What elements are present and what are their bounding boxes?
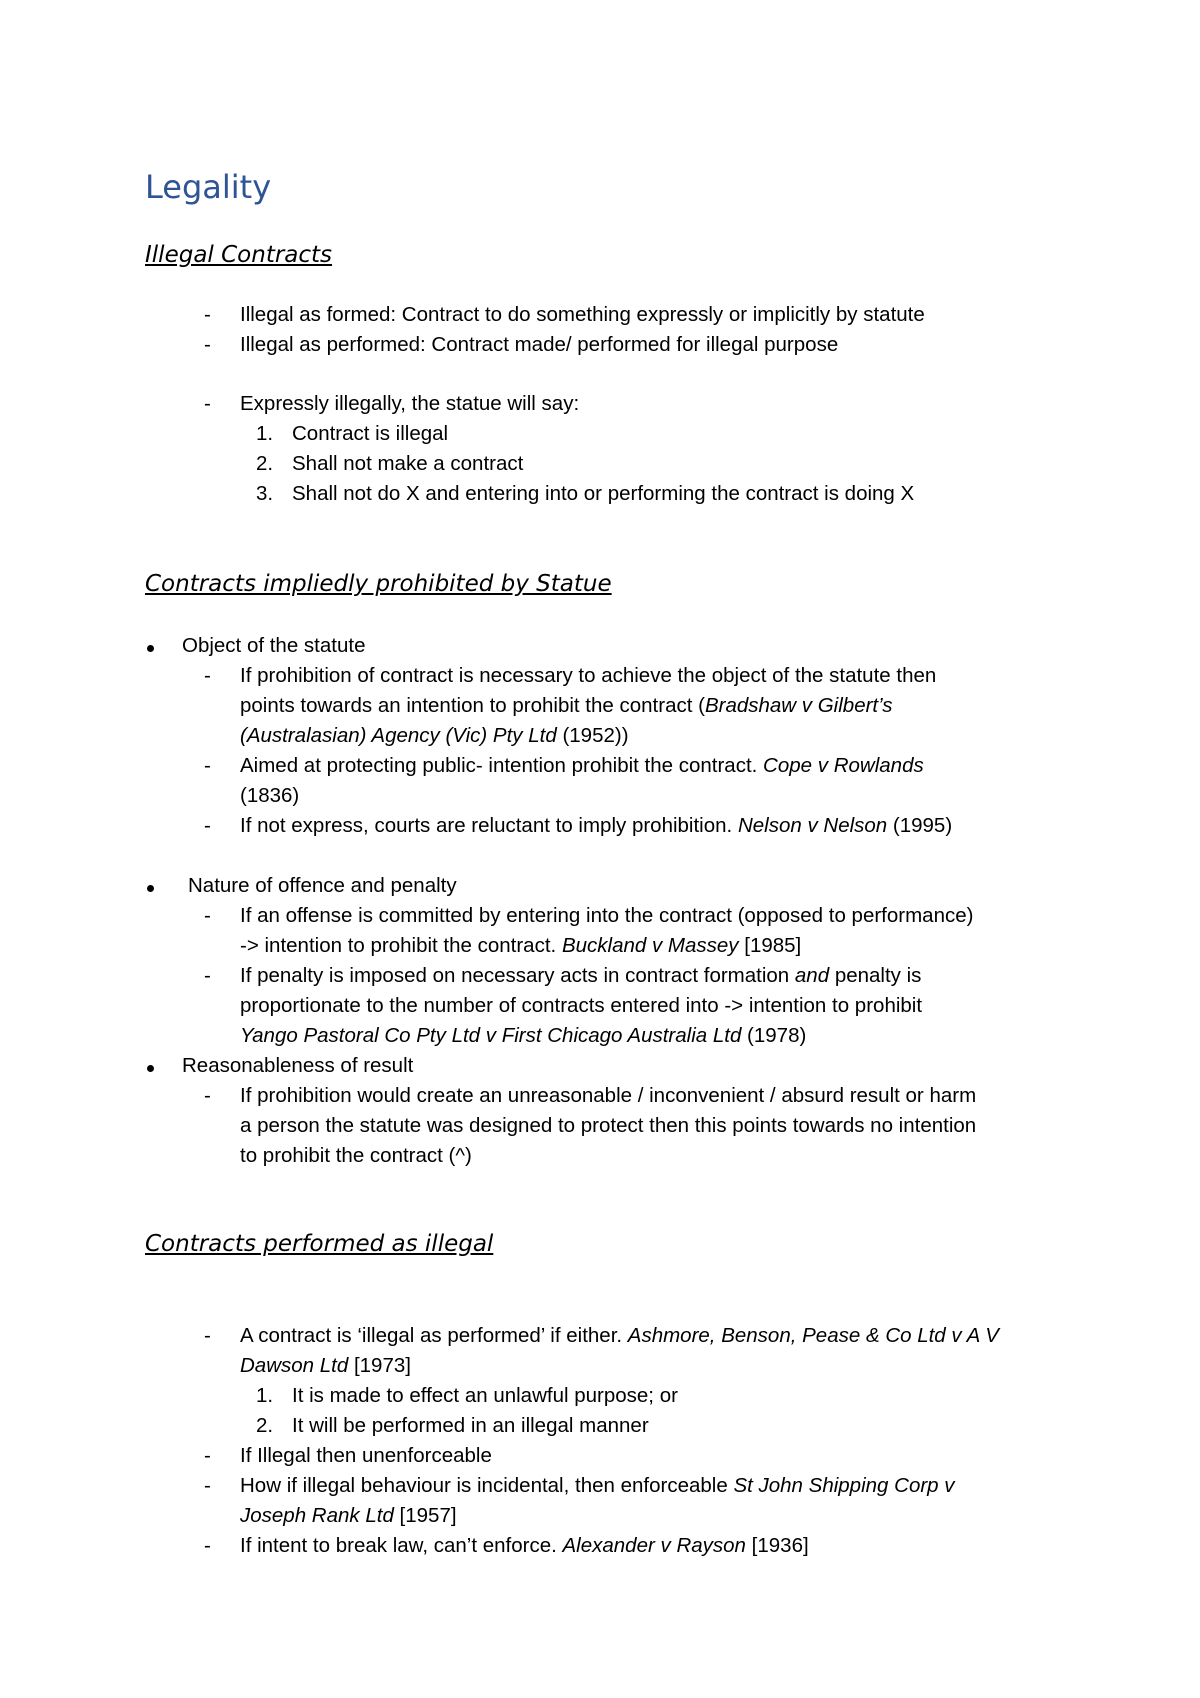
dash-marker: - <box>204 1444 211 1467</box>
bullet-marker <box>147 885 154 892</box>
dash-marker: - <box>204 392 211 415</box>
dash-marker: - <box>204 1324 211 1347</box>
case-citation: Bradshaw v Gilbert’s <box>704 694 893 717</box>
list-item-continued: (Australasian) Agency (Vic) Pty Ltd (1952)) <box>240 724 629 747</box>
number-marker: 1. <box>256 422 274 445</box>
heading-implied-prohibition: Contracts impliedly prohibited by Statue <box>145 571 612 597</box>
list-item: If not express, courts are reluctant to imply prohibition. Nelson v Nelson (1995) <box>240 814 953 837</box>
case-citation: Nelson v Nelson <box>737 814 888 837</box>
list-item: Illegal as formed: Contract to do something expressly or implicitly by statute <box>240 303 925 326</box>
list-item: Illegal as performed: Contract made/ performed for illegal purpose <box>240 333 839 356</box>
numbered-item: It is made to effect an unlawful purpose; or <box>292 1384 678 1407</box>
dash-marker: - <box>204 754 211 777</box>
bullet-item: Nature of offence and penalty <box>188 874 457 897</box>
page-title: Legality <box>145 168 272 206</box>
number-marker: 2. <box>256 452 274 475</box>
list-item: If Illegal then unenforceable <box>240 1444 492 1467</box>
case-citation: Cope v Rowlands <box>763 754 924 777</box>
case-citation: (Australasian) Agency (Vic) Pty Ltd <box>240 724 557 747</box>
dash-marker: - <box>204 1534 211 1557</box>
list-item-continued: to prohibit the contract (^) <box>240 1144 472 1167</box>
numbered-item: Shall not make a contract <box>292 452 524 475</box>
list-item: Expressly illegally, the statue will say: <box>240 392 580 415</box>
list-item: If penalty is imposed on necessary acts in contract formation and penalty is <box>240 964 922 987</box>
dash-marker: - <box>204 664 211 687</box>
dash-marker: - <box>204 964 211 987</box>
list-item-continued: (1836) <box>240 784 300 807</box>
dash-marker: - <box>204 333 211 356</box>
numbered-item: Shall not do X and entering into or performing the contract is doing X <box>292 482 915 505</box>
list-item: Aimed at protecting public- intention prohibit the contract. Cope v Rowlands <box>240 754 924 777</box>
list-item-continued: Joseph Rank Ltd [1957] <box>240 1504 457 1527</box>
dash-marker: - <box>204 814 211 837</box>
heading-performed-illegal: Contracts performed as illegal <box>145 1231 494 1257</box>
bullet-marker <box>147 1065 154 1072</box>
case-citation: Dawson Ltd <box>240 1354 349 1377</box>
bullet-item: Object of the statute <box>182 634 366 657</box>
dash-marker: - <box>204 303 211 326</box>
number-marker: 2. <box>256 1414 274 1437</box>
numbered-item: It will be performed in an illegal manner <box>292 1414 649 1437</box>
case-citation: St John Shipping Corp v <box>733 1474 955 1497</box>
numbered-item: Contract is illegal <box>292 422 449 445</box>
list-item-continued: a person the statute was designed to protect then this points towards no intention <box>240 1114 977 1137</box>
case-citation: Ashmore, Benson, Pease & Co Ltd v A V <box>627 1324 999 1347</box>
number-marker: 3. <box>256 482 274 505</box>
bullet-item: Reasonableness of result <box>182 1054 414 1077</box>
list-item: A contract is ‘illegal as performed’ if either. Ashmore, Benson, Pease & Co Ltd v A V <box>240 1324 999 1347</box>
heading-illegal-contracts: Illegal Contracts <box>145 242 333 268</box>
case-citation: Joseph Rank Ltd <box>240 1504 394 1527</box>
list-item: How if illegal behaviour is incidental, then enforceable St John Shipping Corp v <box>240 1474 955 1497</box>
list-item-continued: Yango Pastoral Co Pty Ltd v First Chicago Australia Ltd (1978) <box>240 1024 807 1047</box>
list-item-continued: -> intention to prohibit the contract. Buckland v Massey [1985] <box>240 934 802 957</box>
list-item-continued: points towards an intention to prohibit the contract (Bradshaw v Gilbert’s <box>240 694 893 717</box>
number-marker: 1. <box>256 1384 274 1407</box>
list-item: If prohibition of contract is necessary to achieve the object of the statute then <box>240 664 937 687</box>
list-item: If an offense is committed by entering into the contract (opposed to performance) <box>240 904 974 927</box>
dash-marker: - <box>204 904 211 927</box>
dash-marker: - <box>204 1474 211 1497</box>
dash-marker: - <box>204 1084 211 1107</box>
list-item-continued: proportionate to the number of contracts entered into -> intention to prohibit <box>240 994 923 1017</box>
case-citation: Buckland v Massey <box>561 934 739 957</box>
list-item: If intent to break law, can’t enforce. Alexander v Rayson [1936] <box>240 1534 809 1557</box>
bullet-marker <box>147 645 154 652</box>
list-item: If prohibition would create an unreasonable / inconvenient / absurd result or harm <box>240 1084 977 1107</box>
list-item-continued: Dawson Ltd [1973] <box>240 1354 411 1377</box>
case-citation: Yango Pastoral Co Pty Ltd v First Chicago Australia Ltd <box>240 1024 742 1047</box>
case-citation: Alexander v Rayson <box>562 1534 746 1557</box>
